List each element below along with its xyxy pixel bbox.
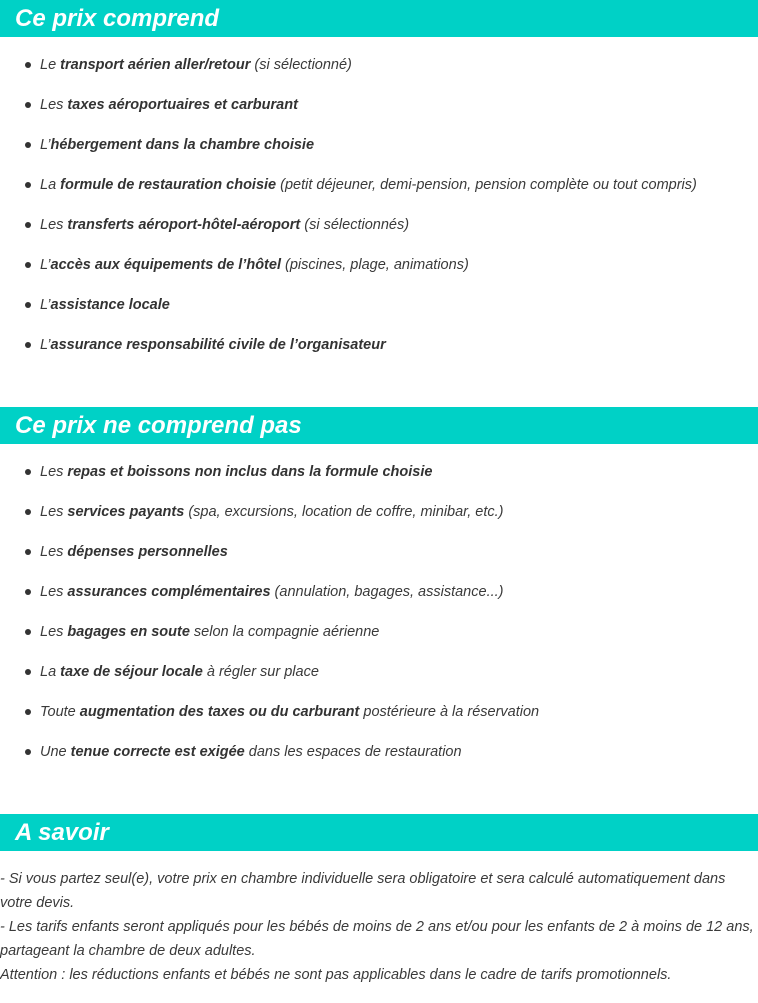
item-prefix: Les: [40, 464, 68, 480]
item-suffix: (si sélectionnés): [300, 217, 410, 233]
item-suffix: à régler sur place: [202, 664, 319, 680]
item-suffix: (spa, excursions, location de coffre, minibar, etc.): [184, 504, 504, 520]
item-suffix: selon la compagnie aérienne: [189, 624, 380, 640]
item-prefix: L’: [40, 257, 51, 273]
bullet-icon: [25, 142, 31, 148]
item-highlight: transport aérien aller/retour: [60, 57, 251, 73]
bullet-icon: [25, 509, 31, 515]
bullet-icon: [25, 469, 31, 475]
item-highlight: taxes aéroportuaires et carburant: [67, 97, 298, 113]
info-line: Attention : les réductions enfants et bébés ne sont pas applicables dans le cadre de tarifs promotionnels.: [0, 967, 672, 983]
bullet-icon: [25, 589, 31, 595]
item-highlight: assurances complémentaires: [67, 584, 271, 600]
item-prefix: Toute: [40, 704, 80, 720]
bullet-icon: [25, 749, 31, 755]
item-suffix: (petit déjeuner, demi-pension, pension complète ou tout compris): [276, 177, 697, 193]
item-suffix: (annulation, bagages, assistance...): [270, 584, 504, 600]
item-prefix: Les: [40, 97, 68, 113]
item-suffix: (si sélectionné): [250, 57, 352, 73]
section-header-includes: Ce prix comprend: [0, 0, 758, 37]
list-item: [0, 285, 697, 325]
info-block: [0, 867, 758, 987]
list-item: [0, 45, 697, 85]
info-line: - Les tarifs enfants seront appliqués pour les bébés de moins de 2 ans et/ou pour les enfants de 2 à moins de 12 ans, partageant la chambre de deux adultes.: [0, 919, 754, 959]
list-item: [0, 85, 697, 125]
bullet-icon: [25, 629, 31, 635]
item-suffix: (piscines, plage, animations): [280, 257, 469, 273]
bullet-icon: [25, 549, 31, 555]
section-header-info: A savoir: [0, 814, 758, 851]
info-line: - Si vous partez seul(e), votre prix en chambre individuelle sera obligatoire et sera calculé automatiquement dans votre devis.: [0, 871, 726, 911]
item-prefix: Une: [40, 744, 71, 760]
list-item: [0, 325, 697, 365]
list-item: [0, 732, 539, 772]
list-item: [0, 652, 539, 692]
excludes-list: [0, 452, 539, 772]
item-prefix: Le: [40, 57, 61, 73]
item-prefix: Les: [40, 544, 68, 560]
item-prefix: Les: [40, 217, 68, 233]
bullet-icon: [25, 342, 31, 348]
item-suffix: dans les espaces de restauration: [244, 744, 462, 760]
item-prefix: L’: [40, 137, 51, 153]
bullet-icon: [25, 182, 31, 188]
item-prefix: Les: [40, 504, 68, 520]
list-item: [0, 572, 539, 612]
item-highlight: formule de restauration choisie: [60, 177, 277, 193]
list-item: [0, 692, 539, 732]
bullet-icon: [25, 709, 31, 715]
bullet-icon: [25, 669, 31, 675]
item-prefix: Les: [40, 624, 68, 640]
item-highlight: repas et boissons non inclus dans la formule choisie: [67, 464, 433, 480]
bullet-icon: [25, 222, 31, 228]
item-prefix: Les: [40, 584, 68, 600]
bullet-icon: [25, 62, 31, 68]
item-highlight: assurance responsabilité civile de l’organisateur: [50, 337, 386, 353]
list-item: [0, 452, 539, 492]
list-item: [0, 245, 697, 285]
item-highlight: assistance locale: [50, 297, 170, 313]
section-header-excludes: Ce prix ne comprend pas: [0, 407, 758, 444]
bullet-icon: [25, 262, 31, 268]
includes-list: [0, 45, 697, 365]
item-highlight: bagages en soute: [67, 624, 190, 640]
item-prefix: L’: [40, 337, 51, 353]
item-highlight: hébergement dans la chambre choisie: [50, 137, 315, 153]
list-item: [0, 205, 697, 245]
item-suffix: postérieure à la réservation: [359, 704, 540, 720]
item-highlight: tenue correcte est exigée: [70, 744, 245, 760]
item-highlight: transferts aéroport-hôtel-aéroport: [67, 217, 301, 233]
item-highlight: accès aux équipements de l’hôtel: [50, 257, 281, 273]
item-highlight: taxe de séjour locale: [60, 664, 203, 680]
list-item: [0, 165, 697, 205]
list-item: [0, 125, 697, 165]
list-item: [0, 532, 539, 572]
bullet-icon: [25, 102, 31, 108]
item-highlight: dépenses personnelles: [67, 544, 228, 560]
item-highlight: augmentation des taxes ou du carburant: [79, 704, 360, 720]
item-prefix: L’: [40, 297, 51, 313]
item-highlight: services payants: [67, 504, 185, 520]
item-prefix: La: [40, 664, 61, 680]
item-prefix: La: [40, 177, 61, 193]
bullet-icon: [25, 302, 31, 308]
list-item: [0, 492, 539, 532]
list-item: [0, 612, 539, 652]
